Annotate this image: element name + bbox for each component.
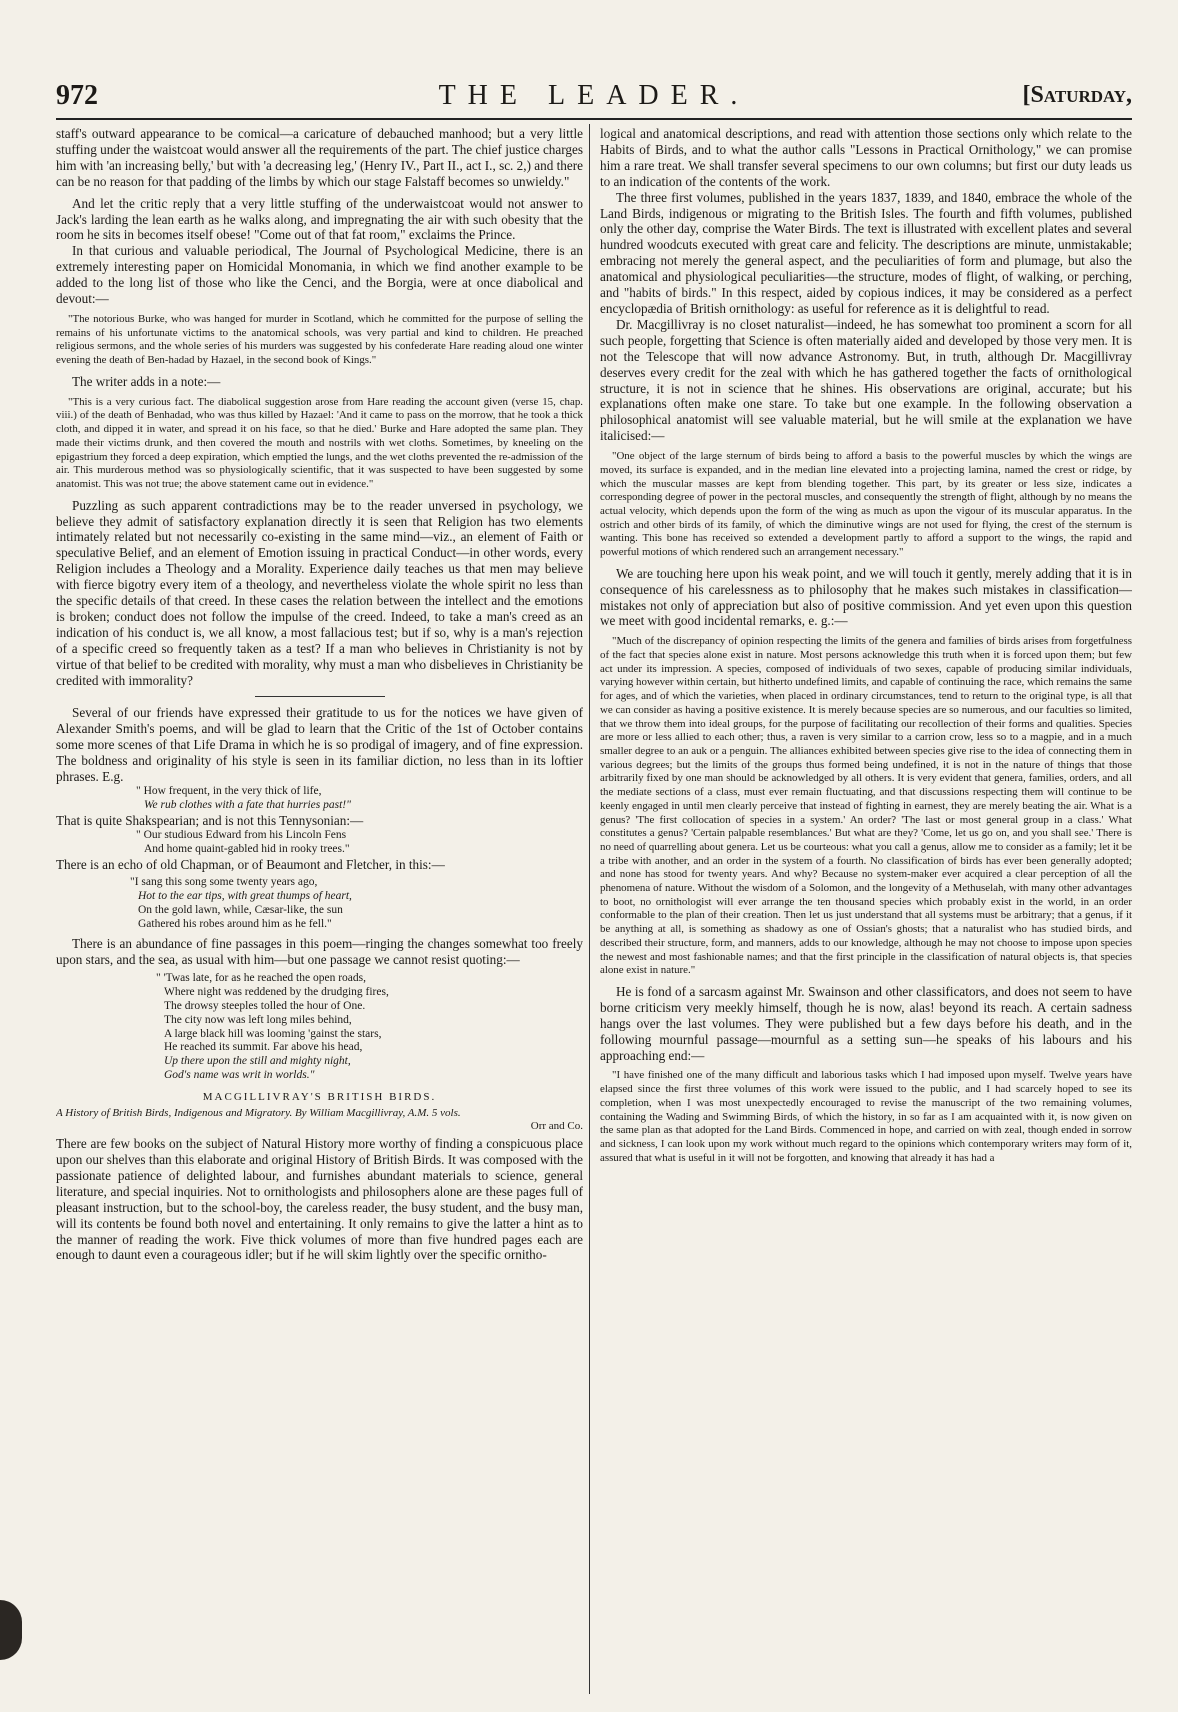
header-rule (56, 118, 1132, 120)
verse-line: A large black hill was looming 'gainst the stars, (164, 1027, 382, 1040)
quotation: "Much of the discrepancy of opinion respecting the limits of the genera and families of birds arises from forgetfulness of the fact that species alone exist in nature. Most persons acknowledge this truth when it is forced upon them; but few act under its impression. A species, composed of individuals of two sexes, capable of producing similar individuals, varying however within certain, but hitherto undefined limits, and capable of continuing the race, which remains the same for ages, and of which the varieties, when placed in ordinary circumstances, tend to return to the original type, is all that we can consider as having a positive existence. It is merely because species are so numerous, and our faculties so limited, that we throw them into ideal groups, for the purpose of facilitating our recollection of their forms and qualities. Species are more or less allied to each other; thus, a raven is very similar to a carrion crow, less so to a magpie, and in a much smaller degree to an auk or a penguin. The alliances exhibited between species give rise to the idea of connecting them in various degrees; but the limits of the groups thus formed being undefined, it is not in the nature of things that those arbitrarily fixed by one man should be acknowledged by all others. It is very evident that genera, families, orders, and all the mediate sections of a class, must ever remain fluctuating, and that discussions respecting them will continue to be keenly engaged in until men clearly perceive that instead of fighting in earnest, they are merely beating the air. What is a genus? 'The first collocation of species in a system.' An order? 'The last or most general group in a class.' What constitutes a genus? 'Certain palpable resemblances.' But what are they? 'Come, let us go on, and you shall see.' There is no need of quarrelling about genera. Let us be courteous: what you call a genus, allow me to consider as a family; let it be a tribe with another, and an order in the system of a fourth. No classification of birds has ever been generally adopted; and none has stood for twenty years. And why? Because no system-maker ever acquired a clear perception of all the phenomena of nature. Without the wisdom of a Solomon, and the longevity of a Methuselah, with many other advantages to boot, no ornithologist will ever arrange the ten thousand species which probably exist in the world, in an order conformable to the plan of their creation. Then let us just understand that all systems must be arbitrary; that a genus, if it be anything at all, is something as shadowy as one of Ossian's ghosts; that a naturalist who has studied birds, and described their structure, form, and manners, adds to our knowledge, although he may not choose to impose upon species the newest and most fashionable names; and that the first principle in the classification of natural objects is, that species alone exist in nature." (600, 635, 1132, 977)
paragraph: And let the critic reply that a very little stuffing of the underwaistcoat would not answer to Jack's larding the lean earth as he walks along, and impregnating the air with such obesity that the room he sits in becomes itself obese! "Come out of that fat room," exclaims the Prince. (56, 195, 583, 243)
verse-block (130, 876, 583, 932)
section-rule (255, 696, 385, 697)
paragraph: He is fond of a sarcasm against Mr. Swainson and other classificators, and does not seem to have borne criticism very meekly himself, though he is now, alas! beyond its reach. A certain sadness hangs over the last volumes. They were published but a few days before his death, and in the following mournful passage—mournful as a setting sun—he speaks of his labours and his approaching end:— (600, 983, 1132, 1063)
verse-line: The city now was left long miles behind, (164, 1013, 352, 1026)
verse-line: " Our studious Edward from his Lincoln Fens (136, 828, 347, 841)
quotation: "One object of the large sternum of birds being to afford a basis to the powerful muscles by which the wings are moved, its surface is expanded, and in the median line elevated into a projecting lamina, named the crest or ridge, by which the muscular masses are kept from blending together. This part, by its greater or less size, indicates a corresponding degree of power in the pectoral muscles, and consequently the strength of flight, although by no means the actual velocity, which depends upon the form of the wing as much as upon the vigour of its muscular apparatus. In the ostrich and other birds of its family, of which the diminutive wings are not used for flying, the crest of the sternum is wanting. This bone has received so extended a development partly to afford a support to the wings, the rapid and powerful motions of which rendered such an arrangement necessary." (600, 450, 1132, 559)
page-edge-stamp (0, 1600, 22, 1660)
newspaper-title: THE LEADER. (438, 80, 750, 111)
page-number: 972 (56, 80, 98, 111)
verse-line: On the gold lawn, while, Cæsar-like, the sun (138, 904, 343, 917)
right-column (600, 126, 1132, 1711)
verse-line: God's name was writ in worlds." (164, 1069, 315, 1082)
quotation: "The notorious Burke, who was hanged for murder in Scotland, which he committed for the purpose of selling the remains of his unfortunate victims to the anatomical schools, was very partial and kind to children. He preached religious sermons, and the whole series of his murders was suggested by his confederate Hare reading aloud one winter evening the death of Ben-hadad by Hazael, in the second book of Kings." (56, 312, 583, 367)
paragraph: staff's outward appearance to be comical—a caricature of debauched manhood; but a very little stuffing under the waistcoat would answer all the requirements of the part. The chief justice charges him with 'an increasing belly,' but with 'a decreasing leg,' (Henry IV., Part II., act I., sc. 2,) and there can be no reason for that padding of the limbs by which our stage Falstaff becomes so unwieldy." (56, 126, 583, 189)
article-heading: MACGILLIVRAY'S BRITISH BIRDS. (202, 1091, 437, 1104)
verse-line: " 'Twas late, for as he reached the open roads, (156, 971, 366, 984)
verse-block (136, 829, 583, 857)
verse-line: Up there upon the still and mighty night, (164, 1055, 351, 1068)
masthead (56, 78, 1132, 114)
paragraph: There are few books on the subject of Natural History more worthy of finding a conspicuous place upon our shelves than this elaborate and original History of British Birds. It was composed with the passionate patience of delighted labour, and furnishes abundant materials to science, general literature, and special inquiries. Not to ornithologists and philosophers alone are these pages full of pleasant instruction, but to the school-boy, the careless reader, the busy student, and the busy man, will its contents be found both novel and entertaining. It only remains to give the latter a hint as to the manner of reading the work. Five thick volumes of more than five hundred pages each are enough to daunt even a courageous idler; but if he will skim lightly over the specific ornitho- (56, 1136, 583, 1263)
verse-line: "I sang this song some twenty years ago, (130, 876, 318, 889)
paragraph: In that curious and valuable periodical, The Journal of Psychological Medicine, there is an extremely interesting paper on Homicidal Monomania, in which we find another example to be added to the long list of those who like the Cenci, and the Borgia, were at once diabolical and devout:— (56, 243, 583, 307)
quotation: "I have finished one of the many difficult and laborious tasks which I had imposed upon myself. Twelve years have elapsed since the first three volumes of this work were issued to the public, and I had scarcely hoped to see its completion, when I was most unexpectedly encouraged to revise the manuscript of the two remaining volumes, containing the Wading and Swimming Birds, of which the history, in so far as I am acquainted with it, is now given on the same plan as that adopted for the Land Birds. Commenced in hope, and carried on with zeal, though ended in sorrow and sickness, I can look upon my work without much regard to the opinions which contemporary writers may form of it, assured that what is useful in it will not be forgotten, and knowing that already it has had a (600, 1069, 1132, 1164)
left-column (56, 126, 583, 1711)
book-title: A History of British Birds, Indigenous and Migratory. By William Macgillivray, A.M. 5 vols. (56, 1107, 461, 1120)
verse-block (156, 972, 583, 1083)
paragraph: We are touching here upon his weak point, and we will touch it gently, merely adding that it is in consequence of his carelessness as to philosophy that he makes such mistakes in classification—mistakes not only of appreciation but also of positive commission. And yet even upon this question we meet with good incidental remarks, e. g.:— (600, 565, 1132, 629)
paragraph: That is quite Shakspearian; and is not this Tennysonian:— (56, 812, 364, 828)
verse-line: Hot to the ear tips, with great thumps of heart, (138, 890, 352, 903)
verse-block (136, 785, 583, 813)
column-divider (589, 124, 590, 1694)
verse-line: And home quaint-gabled hid in rooky trees." (144, 842, 350, 855)
paragraph: Dr. Macgillivray is no closet naturalist—indeed, he has somewhat too prominent a scorn for all such people, forgetting that Science is often materially aided and developed by those very men. It is not the Telescope that will now advance Astronomy. But, in truth, although Dr. Macgillivray deserves every credit for the zeal with which he has gathered together the facts of ornithological structure, it is not in science that he shines. His observations are original, accurate; but his explanations often make one stare. To take but one example. In the following observation a philosophical anatomist will see valuable material, but he will smile at the explanation we have italicised:— (600, 316, 1132, 444)
issue-day: [Saturday, (1022, 82, 1132, 108)
paragraph: Puzzling as such apparent contradictions may be to the reader unversed in psychology, we believe they admit of satisfactory explanation directly it is seen that Religion has two elements intimately related but not necessarily co-existing in the same mind—viz., an element of Faith or speculative Belief, and an element of Emotion issuing in practical Conduct—in other words, every Religion includes a Theology and a Morality. Experience daily teaches us that men may believe with fierce bigotry every item of a theology, and nevertheless violate the whole spirit no less than the specific details of that creed. In these cases the relation between the intellect and the emotions is broken; conduct does not follow the impulse of the creed. Indeed, to take a man's creed as an indication of his conduct is, we all know, a most fallacious test; but if so, why is a man's rejection of a specific creed so frequently taken as a test? If a man who believes in Christianity is not by virtue of that belief to be credited with morality, why must a man who disbelieves in Christianity be credited with immorality? (56, 497, 583, 688)
verse-line: " How frequent, in the very thick of life, (136, 785, 322, 798)
verse-line: The drowsy steeples tolled the hour of One. (164, 999, 366, 1012)
verse-line: Where night was reddened by the drudging fires, (164, 985, 389, 998)
paragraph: The three first volumes, published in the years 1837, 1839, and 1840, embrace the whole of the Land Birds, indigenous or migrating to the British Isles. The fourth and fifth volumes, published only the other day, comprise the Water Birds. The text is illustrated with excellent plates and several hundred woodcuts executed with great care and felicity. The descriptions are minute, unmistakable; embracing not merely the general aspect, and the peculiarities of form and plumage, but also the anatomical and physiological peculiarities—the structure, modes of flight, of walking, or perching, and "habits of birds." In this respect, aided by copious indices, it may be considered as a perfect encyclopædia of British ornithology: as useful for reference as it is delightful to read. (600, 189, 1132, 316)
paragraph: There is an echo of old Chapman, or of Beaumont and Fletcher, in this:— (56, 856, 445, 872)
paragraph: logical and anatomical descriptions, and read with attention those sections only which relate to the Habits of Birds, and to what the author calls "Lessons in Practical Ornithology," we can promise him a rare treat. We shall transfer several specimens to our own columns; but first our duty leads us to an indication of the contents of the work. (600, 126, 1132, 189)
quotation: "This is a very curious fact. The diabolical suggestion arose from Hare reading the account given (verse 15, chap. viii.) of the death of Benhadad, who was thus killed by Hazael: 'And it came to pass on the morrow, that he took a thick cloth, and dipped it in water, and spread it on his face, so that he died.' Burke and Hare adopted the same plan. They made their victims drunk, and then covered the mouth and nostrils with wet cloths. Sometimes, by kneeling on the epigastrium they forced a deep expiration, which emptied the lungs, and the wet cloths prevented the re-admission of the air. This murderous method was so physiologically scientific, that it was suspected to have been suggested by some anatomist. This was not true; the above statement came out in evidence." (56, 395, 583, 490)
verse-line: He reached its summit. Far above his head, (164, 1041, 363, 1054)
verse-line: We rub clothes with a fate that hurries past!" (144, 798, 351, 811)
paragraph: There is an abundance of fine passages in this poem—ringing the changes somewhat too freely upon stars, and the sea, as usual with him—but one passage we cannot resist quoting:— (56, 936, 583, 967)
paragraph: Several of our friends have expressed their gratitude to us for the notices we have given of Alexander Smith's poems, and will be glad to learn that the Critic of the 1st of October contains some more scenes of that Life Drama in which he is so prodigal of imagery, and of fine expression. The boldness and originality of his style is seen in its familiar diction, no less than in its loftier phrases. E.g. (56, 705, 583, 785)
paragraph: The writer adds in a note:— (72, 373, 221, 389)
publisher: Orr and Co. (530, 1120, 583, 1133)
book-citation (56, 1107, 583, 1133)
verse-line: Gathered his robes around him as he fell." (138, 918, 332, 931)
